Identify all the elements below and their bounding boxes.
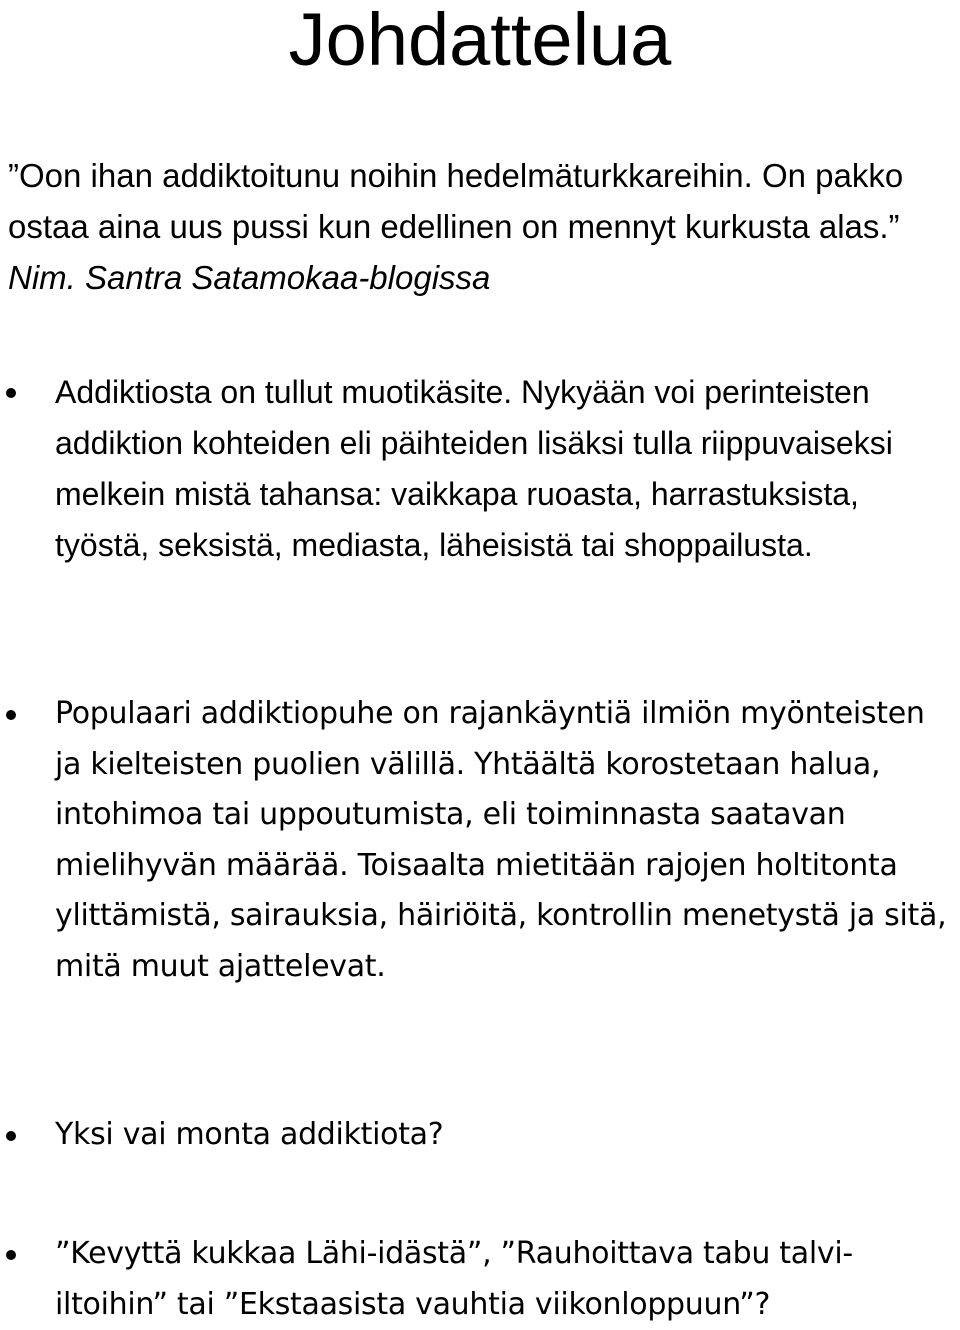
bullet-dot-icon [6, 1131, 16, 1141]
bullet-text: Yksi vai monta addiktiota? [55, 1117, 444, 1152]
quote-text: ”Oon ihan addiktoitunu noihin hedelmäturkkareihin. On pakko ostaa aina uus pussi kun edellinen on mennyt kurkusta alas.” [8, 157, 904, 245]
page-title: Johdattelua [288, 0, 672, 81]
bullet-dot-icon [6, 388, 16, 398]
quote-attribution: Nim. Santra Satamokaa-blogissa [8, 259, 491, 296]
intro-quote [8, 150, 948, 303]
bullet-dot-icon [6, 1250, 16, 1260]
bullet-text: Addiktiosta on tullut muotikäsite. Nykyään voi perinteisten addiktion kohteiden eli päihteiden lisäksi tulla riippuvaiseksi melkein mistä tahansa: vaikkapa ruoasta, harrastuksista, työstä, seksistä, mediasta, läheisistä tai shoppailusta. [55, 374, 893, 563]
bullet-text: ”Kevyttä kukkaa Lähi-idästä”, ”Rauhoittava tabu talvi-iltoihin” tai ”Ekstaasista vauhtia viikonloppuun”? [55, 1236, 853, 1322]
bullet-dot-icon [6, 710, 16, 720]
bullet-text: Populaari addiktiopuhe on rajankäyntiä ilmiön myönteisten ja kielteisten puolien välillä. Yhtäältä korostetaan halua, intohimoa tai uppoutumista, eli toiminnasta saatavan mielihyvän määrää. Toisaalta mietitään rajojen holtitonta ylittämistä, sairauksia, häiriöitä, kontrollin menetystä ja sitä, mitä muut ajattelevat. [55, 696, 947, 984]
